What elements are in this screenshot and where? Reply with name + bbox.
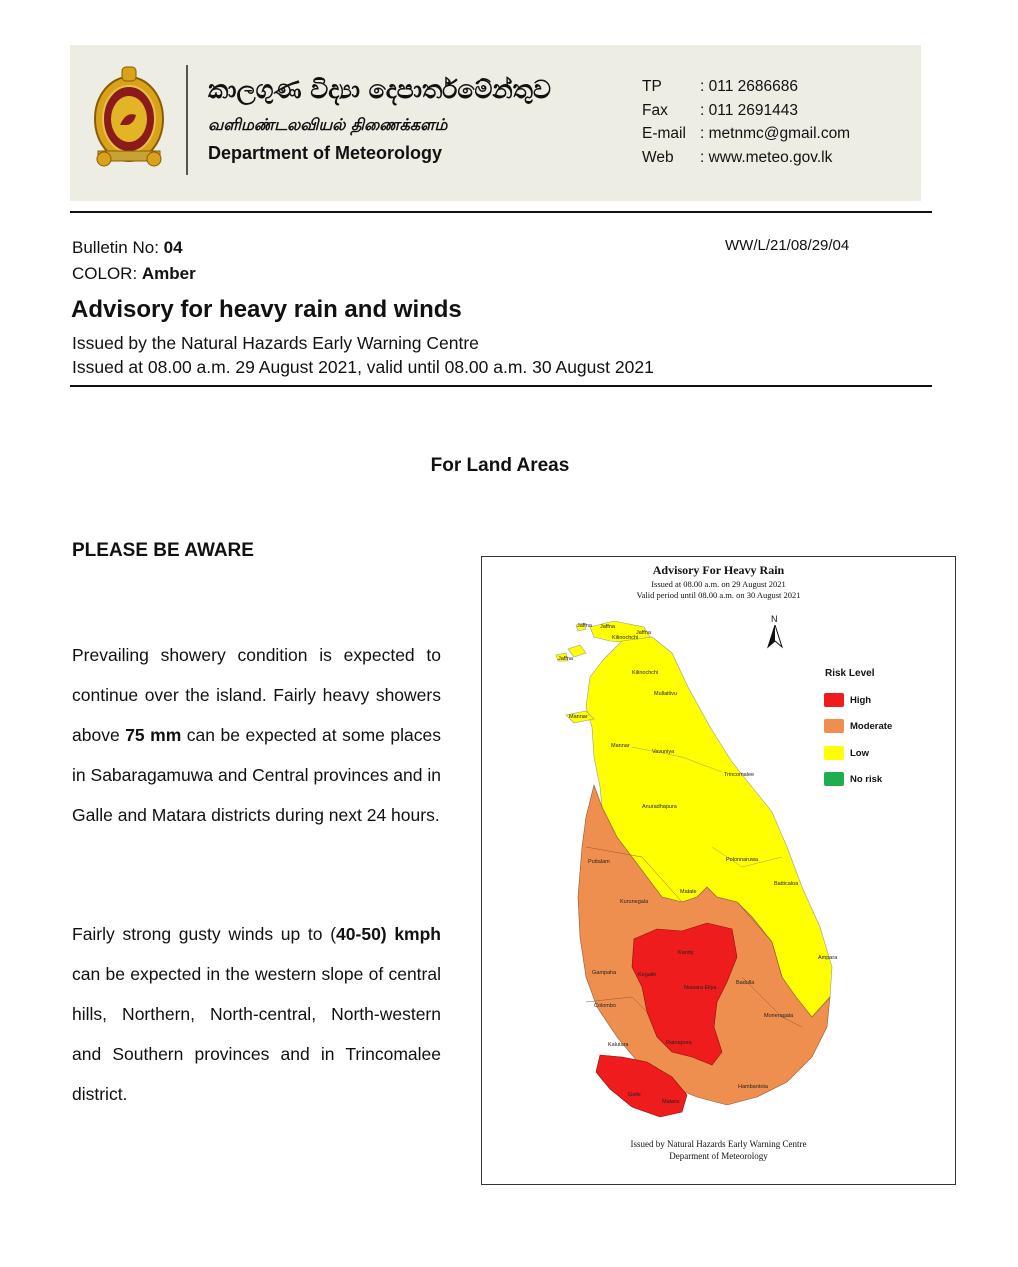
paragraph-rain: Prevailing showery condition is expected to continue over the island. Fairly heavy showers above 75 mm can be expected at some places in Sabaragamuwa and Central provinces and in Galle and Matara districts during next 24 hours. bbox=[72, 645, 441, 825]
district-label: Colombo bbox=[594, 1003, 617, 1009]
bulletin-color: Amber bbox=[141, 264, 196, 283]
legend-item-moderate: Moderate bbox=[824, 719, 892, 733]
org-name-english: Department of Meteorology bbox=[208, 143, 443, 163]
district-label: Nuwara Eliya bbox=[684, 985, 717, 991]
legend-item-high: High bbox=[824, 693, 871, 707]
legend-item-low: Low bbox=[824, 746, 869, 760]
contact-email: E-mail : metnmc@gmail.com bbox=[642, 125, 851, 142]
district-label: Jaffna bbox=[600, 624, 615, 630]
district-label: Ampara bbox=[818, 955, 838, 961]
district-label: Badulla bbox=[736, 980, 755, 986]
district-label: Galle bbox=[628, 1092, 641, 1098]
letterhead bbox=[70, 45, 921, 201]
org-name-sinhala: කාලගුණ විද්‍යා දෙපාර්තමේන්තුව bbox=[208, 75, 551, 104]
advisory-map bbox=[481, 556, 956, 1185]
district-label: Mannar bbox=[569, 714, 588, 720]
contact-fax: Fax : 011 2691443 bbox=[642, 101, 798, 119]
map-title: Advisory For Heavy Rain bbox=[652, 563, 785, 577]
district-label: Anuradhapura bbox=[642, 804, 677, 810]
district-label: Matale bbox=[680, 889, 697, 895]
contact-web: Web : www.meteo.gov.lk bbox=[642, 148, 833, 166]
bulletin-number: 04 bbox=[163, 238, 183, 257]
district-label: Kandy bbox=[678, 950, 694, 956]
advisory-title: Advisory for heavy rain and winds bbox=[71, 296, 462, 323]
district-label: Kilinochchi bbox=[632, 670, 659, 676]
header-rule bbox=[70, 211, 932, 213]
district-label: Jaffna bbox=[577, 623, 592, 629]
legend-swatch bbox=[824, 746, 844, 760]
district-label: Vavuniya bbox=[652, 749, 675, 755]
district-label: Kalutara bbox=[608, 1042, 629, 1048]
title-rule bbox=[70, 385, 932, 387]
district-label: Hambantota bbox=[738, 1084, 768, 1090]
legend-item-no-risk: No risk bbox=[824, 772, 882, 786]
district-label: Jaffna bbox=[558, 656, 573, 662]
paragraph-wind: Fairly strong gusty winds up to (40-50) kmph can be expected in the western slope of central hills, Northern, North-central, North-western and Southern provinces and in Trincomalee district. bbox=[72, 924, 441, 1104]
district-label: Polonnaruwa bbox=[726, 857, 759, 863]
district-label: Kilinochchi bbox=[612, 635, 639, 641]
district-label: Mannar bbox=[611, 743, 630, 749]
legend-swatch bbox=[824, 719, 844, 733]
sri-lanka-emblem-icon bbox=[92, 63, 166, 171]
advisory-issued: Issued by the Natural Hazards Early Warning Centre Issued at 08.00 a.m. 29 August 2021, valid until 08.00 a.m. 30 August 2021 bbox=[72, 333, 654, 377]
district-label: Jaffna bbox=[636, 630, 651, 636]
district-label: Batticaloa bbox=[774, 881, 799, 887]
org-name-tamil: வளிமண்டலவியல் திணைக்களம் bbox=[208, 115, 448, 134]
legend-title: Risk Level bbox=[825, 668, 875, 679]
district-label: Trincomalee bbox=[724, 772, 755, 778]
legend-swatch bbox=[824, 693, 844, 707]
map-footer-line2: Deparment of Meteorology bbox=[669, 1151, 768, 1161]
north-arrow-icon: N bbox=[765, 614, 785, 650]
district-label: Gampaha bbox=[592, 970, 617, 976]
aware-heading: PLEASE BE AWARE bbox=[72, 540, 254, 561]
legend-swatch bbox=[824, 772, 844, 786]
map-valid: Valid period until 08.00 a.m. on 30 August 2021 bbox=[636, 590, 801, 600]
contact-phone: TP : 011 2686686 bbox=[642, 78, 798, 95]
district-label: Mullaitivu bbox=[654, 691, 677, 697]
map-footer-line1: Issued by Natural Hazards Early Warning Centre bbox=[630, 1139, 807, 1149]
contact-block bbox=[642, 75, 850, 169]
map-issued: Issued at 08.00 a.m. on 29 August 2021 bbox=[651, 579, 786, 589]
district-label: Moneragala bbox=[764, 1013, 794, 1019]
bulletin-info: Bulletin No: 04 COLOR: Amber bbox=[72, 238, 196, 283]
sri-lanka-map bbox=[482, 557, 955, 1184]
header-divider bbox=[186, 65, 188, 175]
section-heading: For Land Areas bbox=[430, 455, 570, 476]
district-label: Kegalle bbox=[638, 972, 657, 978]
district-label: Kurunegala bbox=[620, 899, 649, 905]
district-label: Puttalam bbox=[588, 859, 610, 865]
district-label: Matara bbox=[662, 1099, 680, 1105]
district-label: Ratnapura bbox=[666, 1040, 692, 1046]
bulletin-reference: WW/L/21/08/29/04 bbox=[725, 237, 850, 254]
